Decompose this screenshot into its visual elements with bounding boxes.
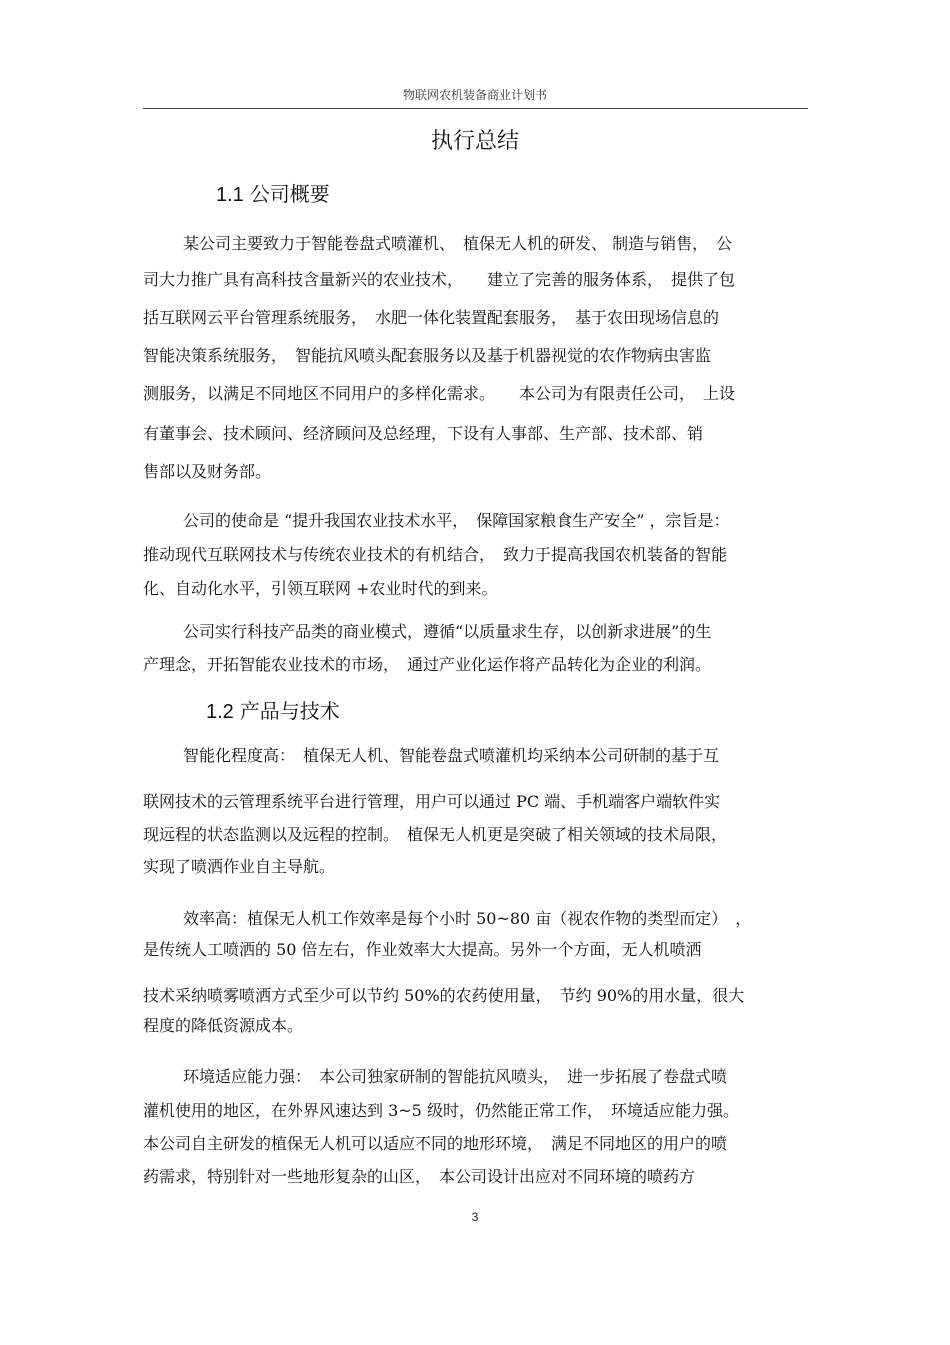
text-line: 司大力推广具有高科技含量新兴的农业技术， 建立了完善的服务体系， 提供了包 [143, 270, 736, 289]
text-line: 括互联网云平台管理系统服务， 水肥一体化装置配套服务， 基于农田现场信息的 [143, 308, 720, 327]
section-number: 1.1 [216, 184, 244, 206]
text-line: 化、自动化水平，引领互联网 +农业时代的到来。 [143, 579, 498, 598]
text-line: 程度的降低资源成本。 [143, 1016, 304, 1035]
text-line: 测服务，以满足不同地区不同用户的多样化需求。 本公司为有限责任公司， 上设 [143, 384, 736, 403]
text-line: 公司实行科技产品类的商业模式，遵循“以质量求生存，以创新求进展”的生 [183, 622, 712, 641]
text-line: 有董事会、技术顾问、经济顾问及总经理，下设有人事部、生产部、技术部、销 [143, 424, 704, 443]
text-line: 某公司主要致力于智能卷盘式喷灌机、 植保无人机的研发、 制造与销售， 公 [183, 234, 733, 253]
running-header: 物联网农机装备商业计划书 [402, 88, 547, 102]
section-title: 公司概要 [249, 182, 330, 206]
text-line: 推动现代互联网技术与传统农业技术的有机结合， 致力于提高我国农机装备的智能 [143, 545, 728, 564]
text-line: 药需求，特别针对一些地形复杂的山区， 本公司设计出应对不同环境的喷药方 [143, 1167, 696, 1186]
text-line: 效率高：植保无人机工作效率是每个小时 50~80 亩（视农作物的类型而定） ， [183, 909, 752, 928]
section-heading-1-1 [216, 178, 330, 207]
header-rule [143, 108, 808, 109]
text-line: 联网技术的云管理系统平台进行管理，用户可以通过 PC 端、手机端客户端软件实 [143, 792, 721, 811]
text-line: 是传统人工喷洒的 50 倍左右，作业效率大大提高。另外一个方面，无人机喷洒 [143, 940, 702, 959]
text-line: 公司的使命是 “提升我国农业技术水平， 保障国家粮食生产安全” ，宗旨是： [183, 511, 730, 530]
text-line: 智能决策系统服务， 智能抗风喷头配套服务以及基于机器视觉的农作物病虫害监 [143, 346, 712, 365]
text-line: 智能化程度高： 植保无人机、智能卷盘式喷灌机均采纳本公司研制的基于互 [183, 746, 720, 765]
section-number: 1.2 [206, 701, 234, 723]
text-line: 技术采纳喷雾喷洒方式至少可以节约 50%的农药使用量， 节约 90%的用水量，很大 [143, 986, 745, 1005]
section-title: 产品与技术 [239, 699, 340, 723]
text-line: 环境适应能力强： 本公司独家研制的智能抗风喷头， 进一步拓展了卷盘式喷 [183, 1067, 728, 1086]
text-line: 现远程的状态监测以及远程的控制。 植保无人机更是突破了相关领域的技术局限， [143, 825, 728, 844]
text-line: 本公司自主研发的植保无人机可以适应不同的地形环境， 满足不同地区的用户的喷 [143, 1134, 728, 1153]
text-line: 灌机使用的地区，在外界风速达到 3~5 级时，仍然能正常工作， 环境适应能力强。 [143, 1101, 739, 1120]
text-line: 产理念，开拓智能农业技术的市场， 通过产业化运作将产品转化为企业的利润。 [143, 655, 712, 674]
chapter-title: 执行总结 [430, 129, 519, 154]
text-line: 售部以及财务部。 [143, 462, 272, 481]
text-line: 实现了喷洒作业自主导航。 [143, 857, 336, 876]
section-heading-1-2 [206, 695, 340, 724]
page-number: 3 [471, 1210, 479, 1224]
